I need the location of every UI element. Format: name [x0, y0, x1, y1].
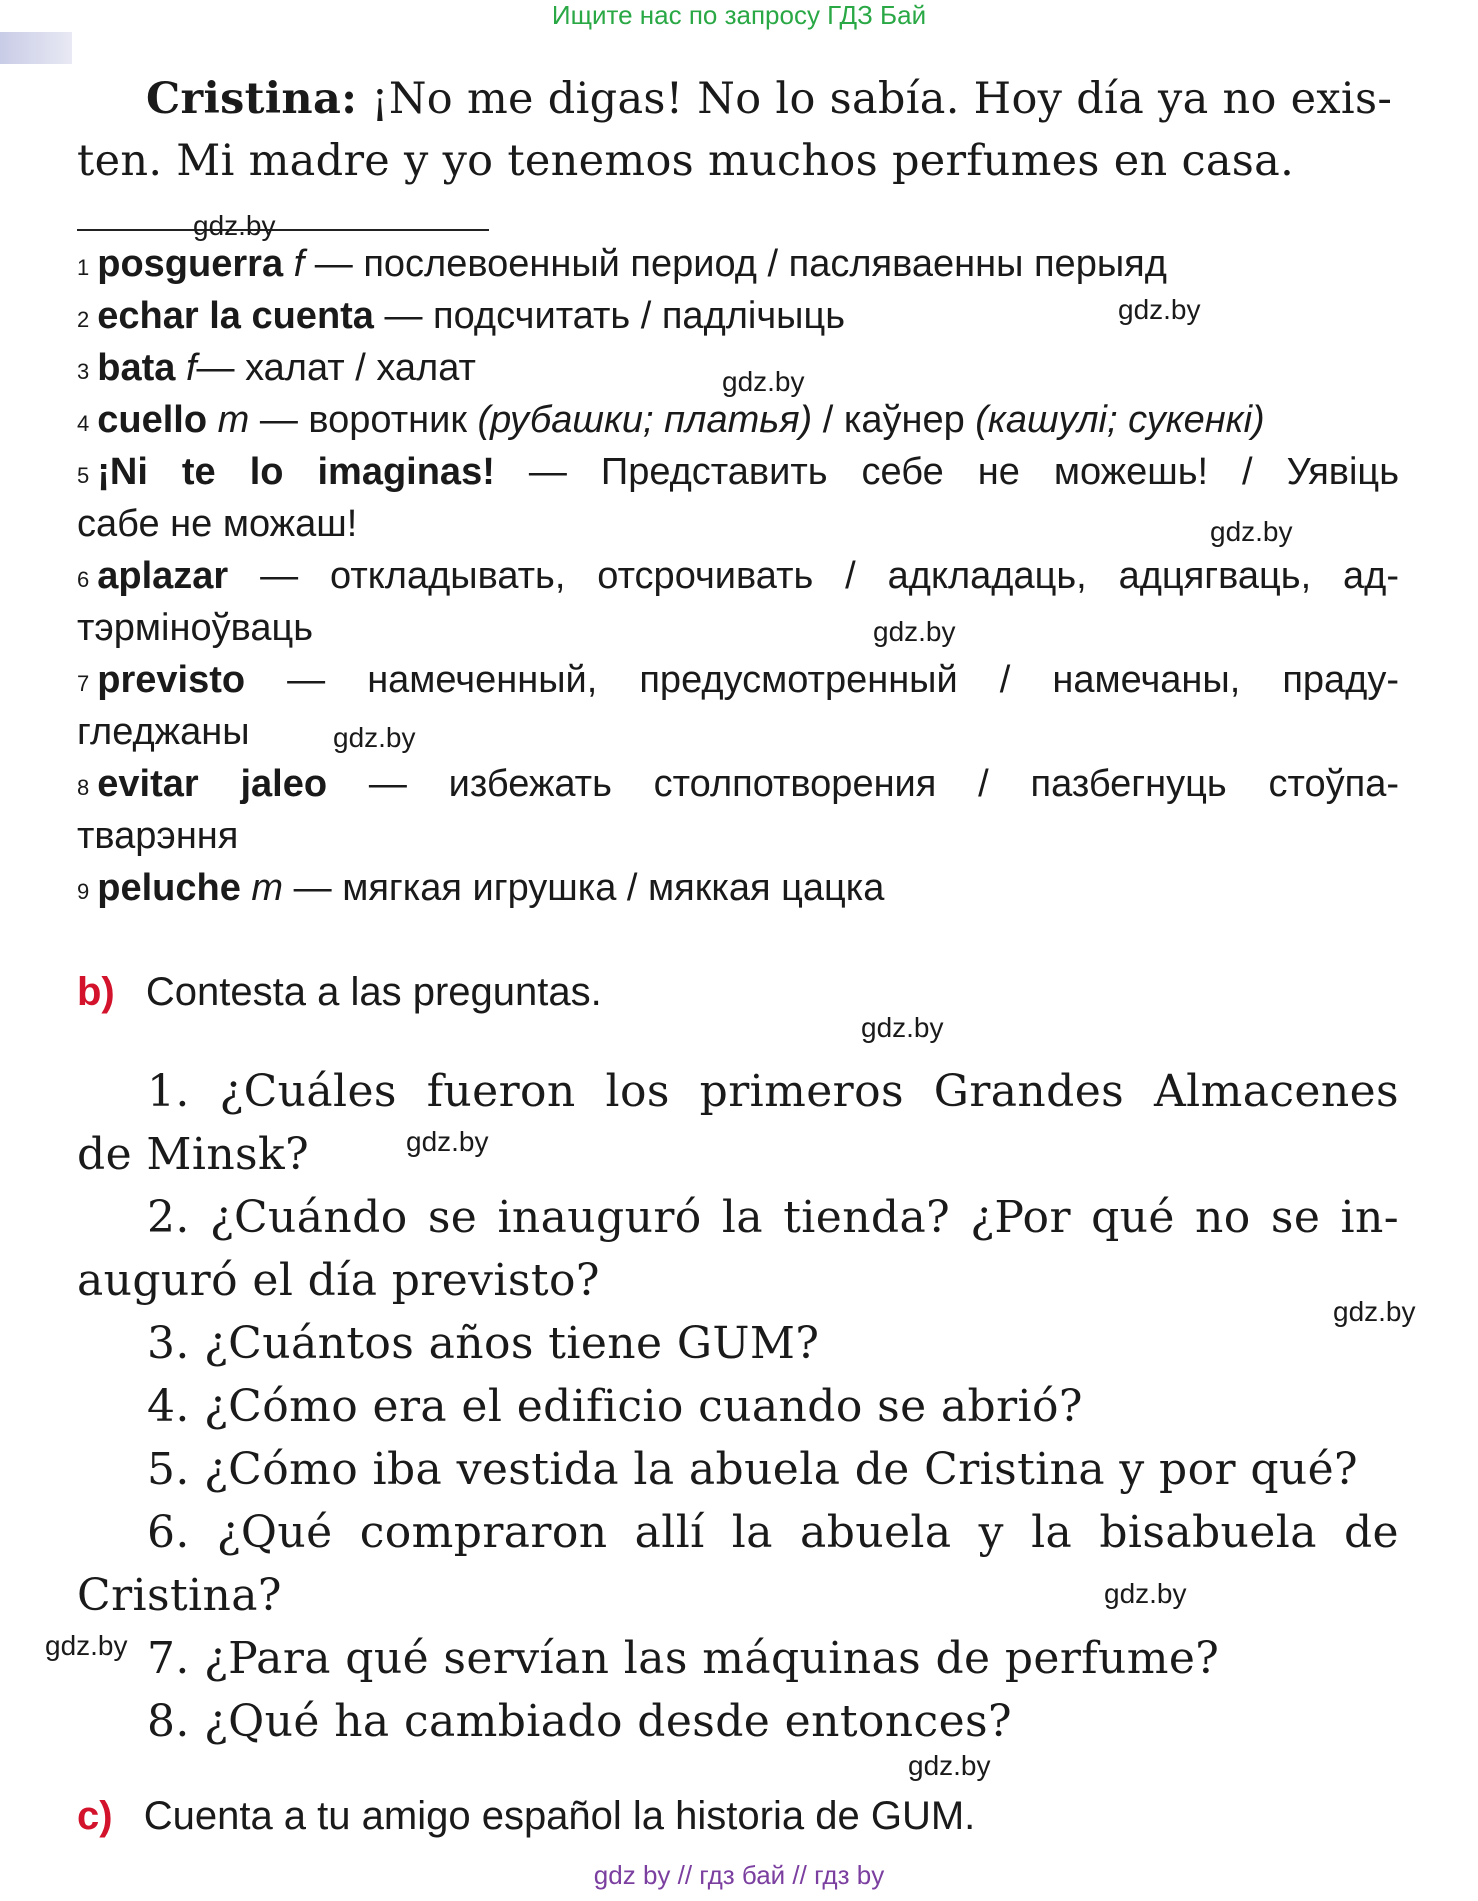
- watermark: gdz.by: [333, 722, 416, 753]
- footnote-gender: m: [217, 399, 250, 441]
- footnote-number: 6: [77, 567, 90, 592]
- footnote-translation: — намеченный, предусмотренный / намечаны, праду-: [287, 659, 1399, 701]
- section-c-heading: [77, 1790, 975, 1842]
- footnote-6: [77, 550, 1399, 602]
- footnote-translation: / каўнер: [812, 399, 976, 441]
- footnote-9: [77, 862, 884, 914]
- section-b-text: Contesta a las preguntas.: [145, 970, 602, 1014]
- footnote-number: 1: [77, 255, 90, 280]
- footnote-translation: — откладывать, отсрочивать / адкладаць, адцягваць, ад-: [260, 555, 1400, 597]
- footnote-translation: — избежать столпотворения / пазбегнуць стоўпа-: [368, 763, 1399, 805]
- question-1-line-1: 1. ¿Cuáles fueron los primeros Grandes Almacenes: [147, 1066, 1399, 1117]
- footnote-number: 9: [77, 879, 90, 904]
- section-b-heading: [77, 966, 602, 1018]
- section-c-letter: c): [77, 1794, 113, 1838]
- footnote-number: 3: [77, 359, 90, 384]
- footnote-3: [77, 342, 476, 394]
- footnote-5: [77, 446, 1399, 498]
- top-banner[interactable]: Ищите нас по запросу ГДЗ Бай: [551, 0, 927, 30]
- footnote-term: aplazar: [97, 555, 229, 597]
- footnote-term: cuello: [97, 399, 208, 441]
- footnote-divider: [77, 229, 489, 231]
- footnote-translation: — Представить себе не можешь! / Уявіць: [528, 451, 1399, 493]
- footnote-number: 2: [77, 307, 90, 332]
- footnote-note: (кашулі; сукенкі): [975, 399, 1265, 441]
- footnote-5-cont: сабе не можаш!: [77, 503, 358, 545]
- footnote-translation: — подсчитать / падлічыць: [384, 295, 846, 337]
- section-b-letter: b): [77, 970, 115, 1014]
- dialog-text-1: ¡No me digas! No lo sabía. Hoy día ya no exis-: [371, 74, 1393, 124]
- footnote-term: previsto: [97, 659, 246, 701]
- footnote-term: bata: [97, 347, 176, 389]
- page-corner-tab: [0, 32, 72, 64]
- dialog-line-1: [146, 68, 1392, 130]
- dialog-speaker: Cristina:: [146, 74, 358, 124]
- watermark: gdz.by: [873, 616, 956, 647]
- watermark: gdz.by: [908, 1750, 991, 1781]
- watermark: gdz.by: [45, 1630, 128, 1661]
- footnote-term: ¡Ni te lo imaginas!: [97, 451, 495, 493]
- watermark: gdz.by: [406, 1126, 489, 1157]
- footnote-translation: — воротник: [259, 399, 478, 441]
- question-6-line-2: Cristina?: [77, 1570, 282, 1621]
- question-2-line-2: auguró el día previsto?: [77, 1255, 600, 1306]
- question-6-line-1: 6. ¿Qué compraron allí la abuela y la bisabuela de: [147, 1507, 1399, 1558]
- footnote-4: [77, 394, 1265, 446]
- question-2-line-1: 2. ¿Cuándo se inauguró la tienda? ¿Por qué no se in-: [147, 1192, 1399, 1243]
- watermark: gdz.by: [1333, 1296, 1416, 1327]
- watermark: gdz.by: [193, 210, 276, 241]
- footnote-8-cont: тварэння: [77, 815, 239, 857]
- footnote-translation: — мягкая игрушка / мяккая цацка: [293, 867, 885, 909]
- watermark: gdz.by: [1118, 294, 1201, 325]
- footnote-6-cont: тэрміноўваць: [77, 607, 314, 649]
- question-1-line-2: de Minsk?: [77, 1129, 310, 1180]
- footnote-2: [77, 290, 845, 342]
- watermark: gdz.by: [722, 366, 805, 397]
- question-4: 4. ¿Cómo era el edificio cuando se abrió?: [147, 1381, 1083, 1432]
- footnote-gender: m: [251, 867, 284, 909]
- watermark: gdz.by: [1210, 516, 1293, 547]
- footnote-gender: f: [185, 347, 197, 389]
- footnote-1: [77, 238, 1167, 290]
- footnote-number: 5: [77, 463, 90, 488]
- dialog-line-2: ten. Mi madre y yo tenemos muchos perfumes en casa.: [77, 136, 1295, 186]
- footnote-7: [77, 654, 1399, 706]
- footnote-8: [77, 758, 1399, 810]
- footnote-term: echar la cuenta: [97, 295, 374, 337]
- footnote-translation: — послевоенный период / пасляваенны перыяд: [314, 243, 1167, 285]
- section-c-text: Cuenta a tu amigo español la historia de GUM.: [143, 1794, 976, 1838]
- footnote-number: 7: [77, 671, 90, 696]
- footnote-number: 8: [77, 775, 90, 800]
- question-8: 8. ¿Qué ha cambiado desde entonces?: [147, 1696, 1012, 1747]
- footnote-note: (рубашки; платья): [477, 399, 813, 441]
- footnote-translation: — халат / халат: [196, 347, 476, 389]
- footnote-gender: f: [293, 243, 305, 285]
- watermark: gdz.by: [1104, 1578, 1187, 1609]
- footnote-term: evitar jaleo: [97, 763, 328, 805]
- footnote-7-cont: гледжаны: [77, 711, 250, 753]
- question-7: 7. ¿Para qué servían las máquinas de perfume?: [147, 1633, 1220, 1684]
- footnote-term: posguerra: [97, 243, 284, 285]
- watermark: gdz.by: [861, 1012, 944, 1043]
- footnote-term: peluche: [97, 867, 241, 909]
- bottom-banner[interactable]: gdz by // гдз бай // гдз by: [593, 1860, 885, 1890]
- question-5: 5. ¿Cómo iba vestida la abuela de Cristina y por qué?: [147, 1444, 1359, 1495]
- question-3: 3. ¿Cuántos años tiene GUM?: [147, 1318, 820, 1369]
- footnote-number: 4: [77, 411, 90, 436]
